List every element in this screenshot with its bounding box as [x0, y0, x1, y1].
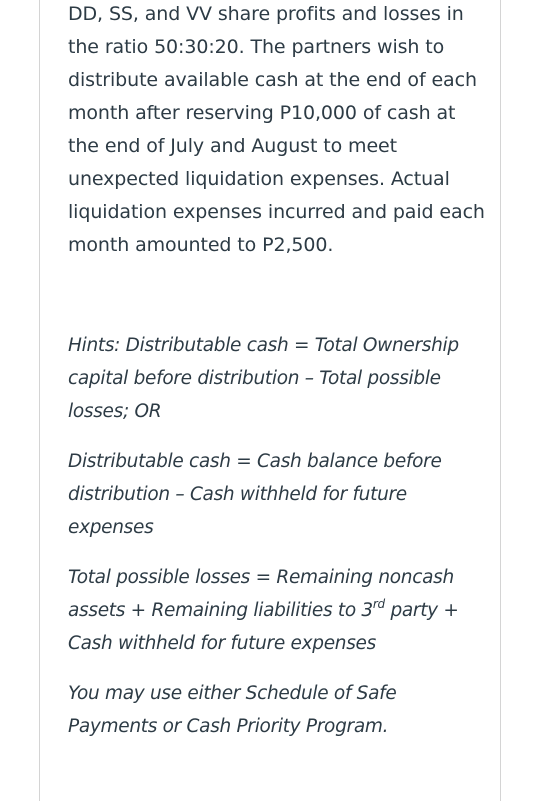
ordinal-superscript: rd	[372, 596, 385, 611]
problem-paragraph: DD, SS, and VV share profits and losses in the ratio 50:30:20. The partners wish to distribute available cash at the end of each month after reserving P10,000 of cash at the end of July and August to meet unexpected liquidation expenses. Actual liquidation expenses incurred and paid each month amounted to P2,500.	[68, 3, 485, 256]
hint-total-possible-losses-end: party + Cash withheld for future expenses	[68, 600, 459, 654]
hint-total-possible-losses	[68, 561, 488, 660]
hint-total-possible-losses-start: Total possible losses = Remaining noncash assets + Remaining liabilities to 3	[68, 567, 454, 621]
document-content	[68, 0, 488, 743]
hint-distributable-cash-capital: Hints: Distributable cash = Total Ownership capital before distribution – Total possible losses; OR	[68, 335, 459, 422]
right-border	[500, 0, 501, 801]
hint-distributable-cash-balance: Distributable cash = Cash balance before distribution – Cash withheld for future expenses	[68, 451, 442, 538]
hint-method-choice: You may use either Schedule of Safe Payments or Cash Priority Program.	[68, 683, 397, 737]
left-border	[39, 0, 40, 801]
